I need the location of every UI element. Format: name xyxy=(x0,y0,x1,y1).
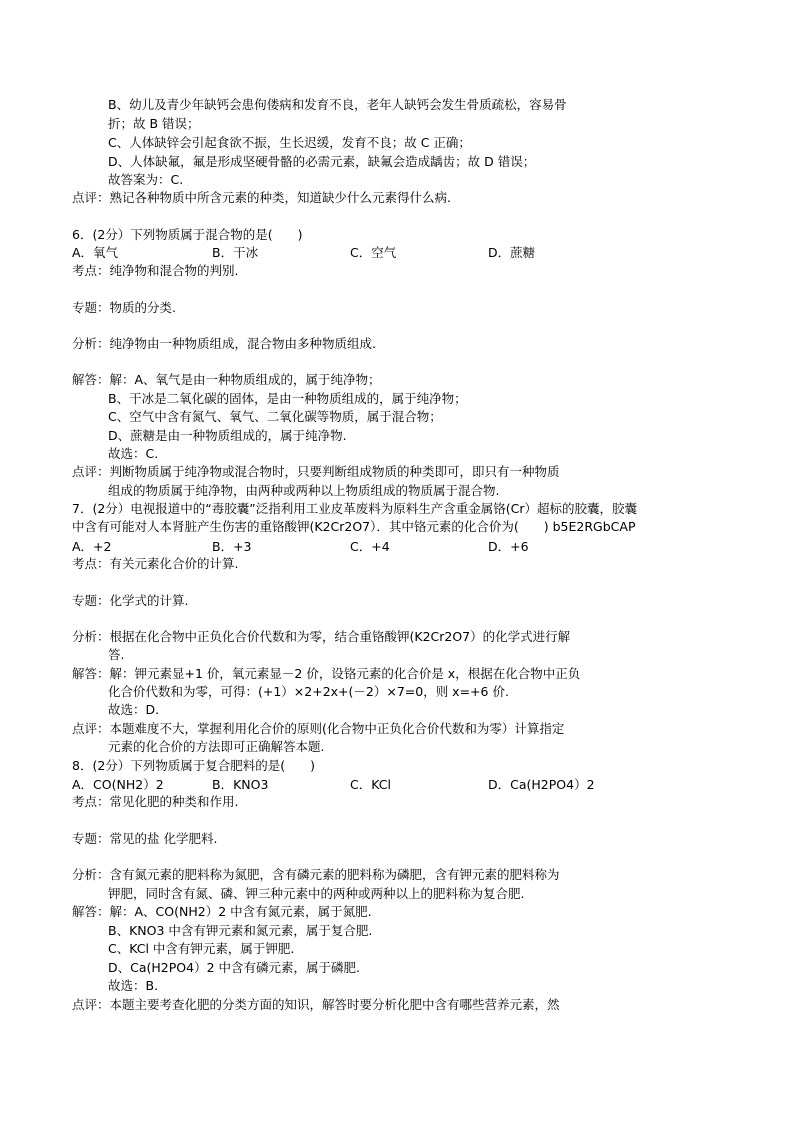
q7-dianping-line1: 点评：本题难度不大，掌握利用化合价的原则(化合物中正负化合价代数和为零）计算指定 xyxy=(72,721,565,736)
q8-dianping: 点评：本题主要考查化肥的分类方面的知识，解答时要分析化肥中含有哪些营养元素，然 xyxy=(72,997,560,1012)
q7-zhuanti: 专题：化学式的计算. xyxy=(72,593,189,608)
q8-fenxi-line2: 钾肥，同时含有氮、磷、钾三种元素中的两种或两种以上的肥料称为复合肥. xyxy=(108,886,525,901)
q6-kaodian: 考点：纯净物和混合物的判别. xyxy=(72,263,239,278)
q8-option-b: B．KNO3 xyxy=(212,777,269,792)
q6-jieda-line4: D、蔗糖是由一种物质组成的，属于纯净物. xyxy=(108,428,347,443)
q7-kaodian: 考点：有关元素化合价的计算. xyxy=(72,556,239,571)
q8-jieda-line3: C、KCl 中含有钾元素，属于钾肥. xyxy=(108,941,295,956)
q7-fenxi-line2: 答. xyxy=(108,647,125,662)
q5-answer: 故答案为：C. xyxy=(108,172,184,187)
q8-zhuanti: 专题：常见的盐 化学肥料. xyxy=(72,831,218,846)
q6-jieda-line5: 故选：C. xyxy=(108,446,159,461)
q7-option-d: D．+6 xyxy=(488,539,529,554)
q7-jieda-line3: 故选：D. xyxy=(108,702,160,717)
q8-jieda-line4: D、Ca(H2PO4）2 中含有磷元素，属于磷肥. xyxy=(108,960,360,975)
q7-option-b: B．+3 xyxy=(212,539,252,554)
q7-option-c: C．+4 xyxy=(350,539,390,554)
q6-option-b: B．干冰 xyxy=(212,245,259,260)
q6-dianping-line1: 点评：判断物质属于纯净物或混合物时，只要判断组成物质的种类即可，即只有一种物质 xyxy=(72,464,560,479)
q5-analysis-b-line1: B、幼儿及青少年缺钙会患佝偻病和发育不良，老年人缺钙会发生骨质疏松，容易骨 xyxy=(108,97,567,112)
q6-jieda-line3: C、空气中含有氮气、氧气、二氧化碳等物质，属于混合物； xyxy=(108,409,442,424)
q8-option-c: C．KCl xyxy=(350,777,391,792)
q5-analysis-c: C、人体缺锌会引起食欲不振，生长迟缓，发育不良；故 C 正确； xyxy=(108,135,471,150)
q5-analysis-d: D、人体缺氟，氟是形成坚硬骨骼的必需元素，缺氟会造成龋齿；故 D 错误； xyxy=(108,154,536,169)
q6-jieda-line1: 解答：解：A、氧气是由一种物质组成的，属于纯净物； xyxy=(72,372,381,387)
q7-stem-line2: 中含有可能对人本肾脏产生伤害的重铬酸钾(K2Cr2O7）．其中铬元素的化合价为( ) b5E2RGbCAP xyxy=(72,519,636,534)
q6-option-d: D．蔗糖 xyxy=(488,245,536,260)
q5-analysis-b-line2: 折；故 B 错误； xyxy=(108,116,200,131)
q6-option-c: C．空气 xyxy=(350,245,397,260)
q7-option-a: A．+2 xyxy=(72,539,112,554)
q8-jieda-line2: B、KNO3 中含有钾元素和氮元素，属于复合肥. xyxy=(108,923,373,938)
q7-fenxi-line1: 分析：根据在化合物中正负化合价代数和为零，结合重铬酸钾(K2Cr2O7）的化学式进行解 xyxy=(72,629,571,644)
q8-kaodian: 考点：常见化肥的种类和作用. xyxy=(72,794,239,809)
q6-fenxi: 分析：纯净物由一种物质组成，混合物由多种物质组成. xyxy=(72,336,376,351)
q6-option-a: A．氧气 xyxy=(72,245,119,260)
q8-stem: 8．(2分）下列物质属于复合肥料的是( ) xyxy=(72,758,316,773)
q8-option-d: D．Ca(H2PO4）2 xyxy=(488,777,595,792)
q7-jieda-line1: 解答：解：钾元素显+1 价，氧元素显－2 价，设铬元素的化合价是 x，根据在化合物中正负 xyxy=(72,666,581,681)
q6-dianping-line2: 组成的物质属于纯净物，由两种或两种以上物质组成的物质属于混合物. xyxy=(108,483,500,498)
q7-stem-line1: 7．(2分）电视报道中的“毒胶囊”泛指利用工业皮革废料为原料生产含重金属铬(Cr）超标的胶囊，胶囊 xyxy=(72,501,637,516)
q6-stem: 6．(2分）下列物质属于混合物的是( ) xyxy=(72,227,303,242)
q7-dianping-line2: 元素的化合价的方法即可正确解答本题. xyxy=(108,739,325,754)
q6-jieda-line2: B、干冰是二氧化碳的固体，是由一种物质组成的，属于纯净物； xyxy=(108,391,467,406)
q7-jieda-line2: 化合价代数和为零，可得：(+1）×2+2x+(－2）×7=0，则 x=+6 价. xyxy=(108,684,509,699)
q8-fenxi-line1: 分析：含有氮元素的肥料称为氮肥，含有磷元素的肥料称为磷肥，含有钾元素的肥料称为 xyxy=(72,867,560,882)
q8-option-a: A．CO(NH2）2 xyxy=(72,777,164,792)
q8-jieda-line5: 故选：B. xyxy=(108,978,159,993)
q6-zhuanti: 专题：物质的分类. xyxy=(72,300,176,315)
q5-comment: 点评：熟记各种物质中所含元素的种类，知道缺少什么元素得什么病. xyxy=(72,190,451,205)
q8-jieda-line1: 解答：解：A、CO(NH2）2 中含有氮元素，属于氮肥. xyxy=(72,904,372,919)
